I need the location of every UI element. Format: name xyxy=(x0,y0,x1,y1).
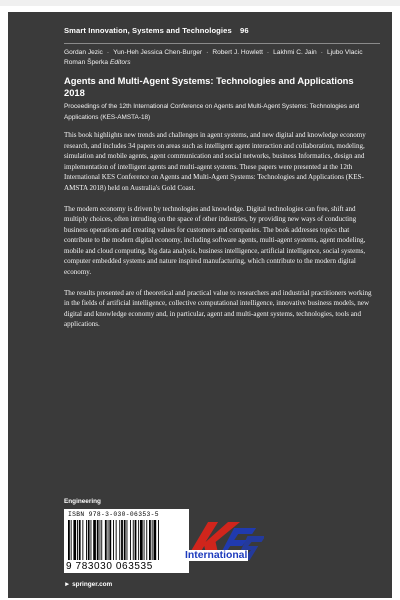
isbn-barcode xyxy=(64,509,189,573)
isbn-label: ISBN 978-3-030-06353-5 xyxy=(68,511,159,518)
editor-name: Lakhmi C. Jain xyxy=(273,49,317,56)
editor-list: Gordan Jezic · Yun-Heh Jessica Chen-Burger · Robert J. Howlett · Lakhmi C. Jain · Ljubo Vlacic Roman Šperka Editors xyxy=(64,49,363,66)
series-volume: 96 xyxy=(240,26,249,35)
book-title: Agents and Multi-Agent Systems: Technologies and Applications 2018 xyxy=(64,75,354,98)
book-subtitle: Proceedings of the 12th International Conference on Agents and Multi-Agent Systems: Technologies and Applications (KES-AMSTA-18) xyxy=(64,103,360,121)
arrow-right-icon: ► xyxy=(64,581,71,588)
series-line xyxy=(64,26,380,35)
editor-name: Robert J. Howlett xyxy=(212,49,263,56)
blurb-paragraph: The modern economy is driven by technologies and knowledge. Digital technologies can free, shift and multiply choices, often intruding on the space of other industries, by providing new ways of conducting business operations and creating values for customers and companies. The book addresses topics that contribute to the modern digital economy, including software agents, multi-agent systems, agent modeling, mobile and cloud computing, big data analysis, business intelligence, artificial intelligence, social systems, computer embedded systems and nature inspired manufacturing, which contribute to the modern digital economy. xyxy=(64,204,366,276)
series-name: Smart Innovation, Systems and Technologies xyxy=(64,26,232,35)
subject-category: Engineering xyxy=(64,498,101,505)
blurb-paragraph: The results presented are of theoretical and practical value to researchers and industrial practitioners working in the fields of artificial intelligence, collective computational intelligence, innovative business models, new digital and knowledge economy and, in particular, agent and multi-agent systems, technologies, tools and applications. xyxy=(64,288,372,328)
editor-name: Gordan Jezic xyxy=(64,49,103,56)
header-divider xyxy=(64,43,380,44)
KES-logo-text: International xyxy=(185,550,248,561)
KES-logo-icon xyxy=(180,516,264,572)
blurb-paragraph: This book highlights new trends and challenges in agent systems, and new digital and knowledge economy research, and includes 34 papers on areas such as intelligent agent interaction and collaboration, modeling, simulation and mobile agents, agent communication and social networks, business Informatics, design and implementation of intelligent agents and multi-agent systems. These papers were presented at the 12th International KES Conference on Agents and Multi-Agent Systems: Technologies and Applications (KES-AMSTA 2018) held on Australia's Gold Coast. xyxy=(64,131,366,192)
barcode-bars xyxy=(68,520,185,560)
isbn-digits: 9 783030 063535 xyxy=(66,561,153,572)
publisher-url[interactable] xyxy=(64,581,112,588)
editor-name: Ljubo Vlacic xyxy=(326,49,363,56)
publisher-url-text: springer.com xyxy=(72,581,113,588)
editor-name: Roman Šperka xyxy=(64,59,108,66)
editors-role: Editors xyxy=(109,59,131,66)
editor-name: Yun-Heh Jessica Chen-Burger xyxy=(113,49,203,56)
blurb xyxy=(64,130,374,340)
